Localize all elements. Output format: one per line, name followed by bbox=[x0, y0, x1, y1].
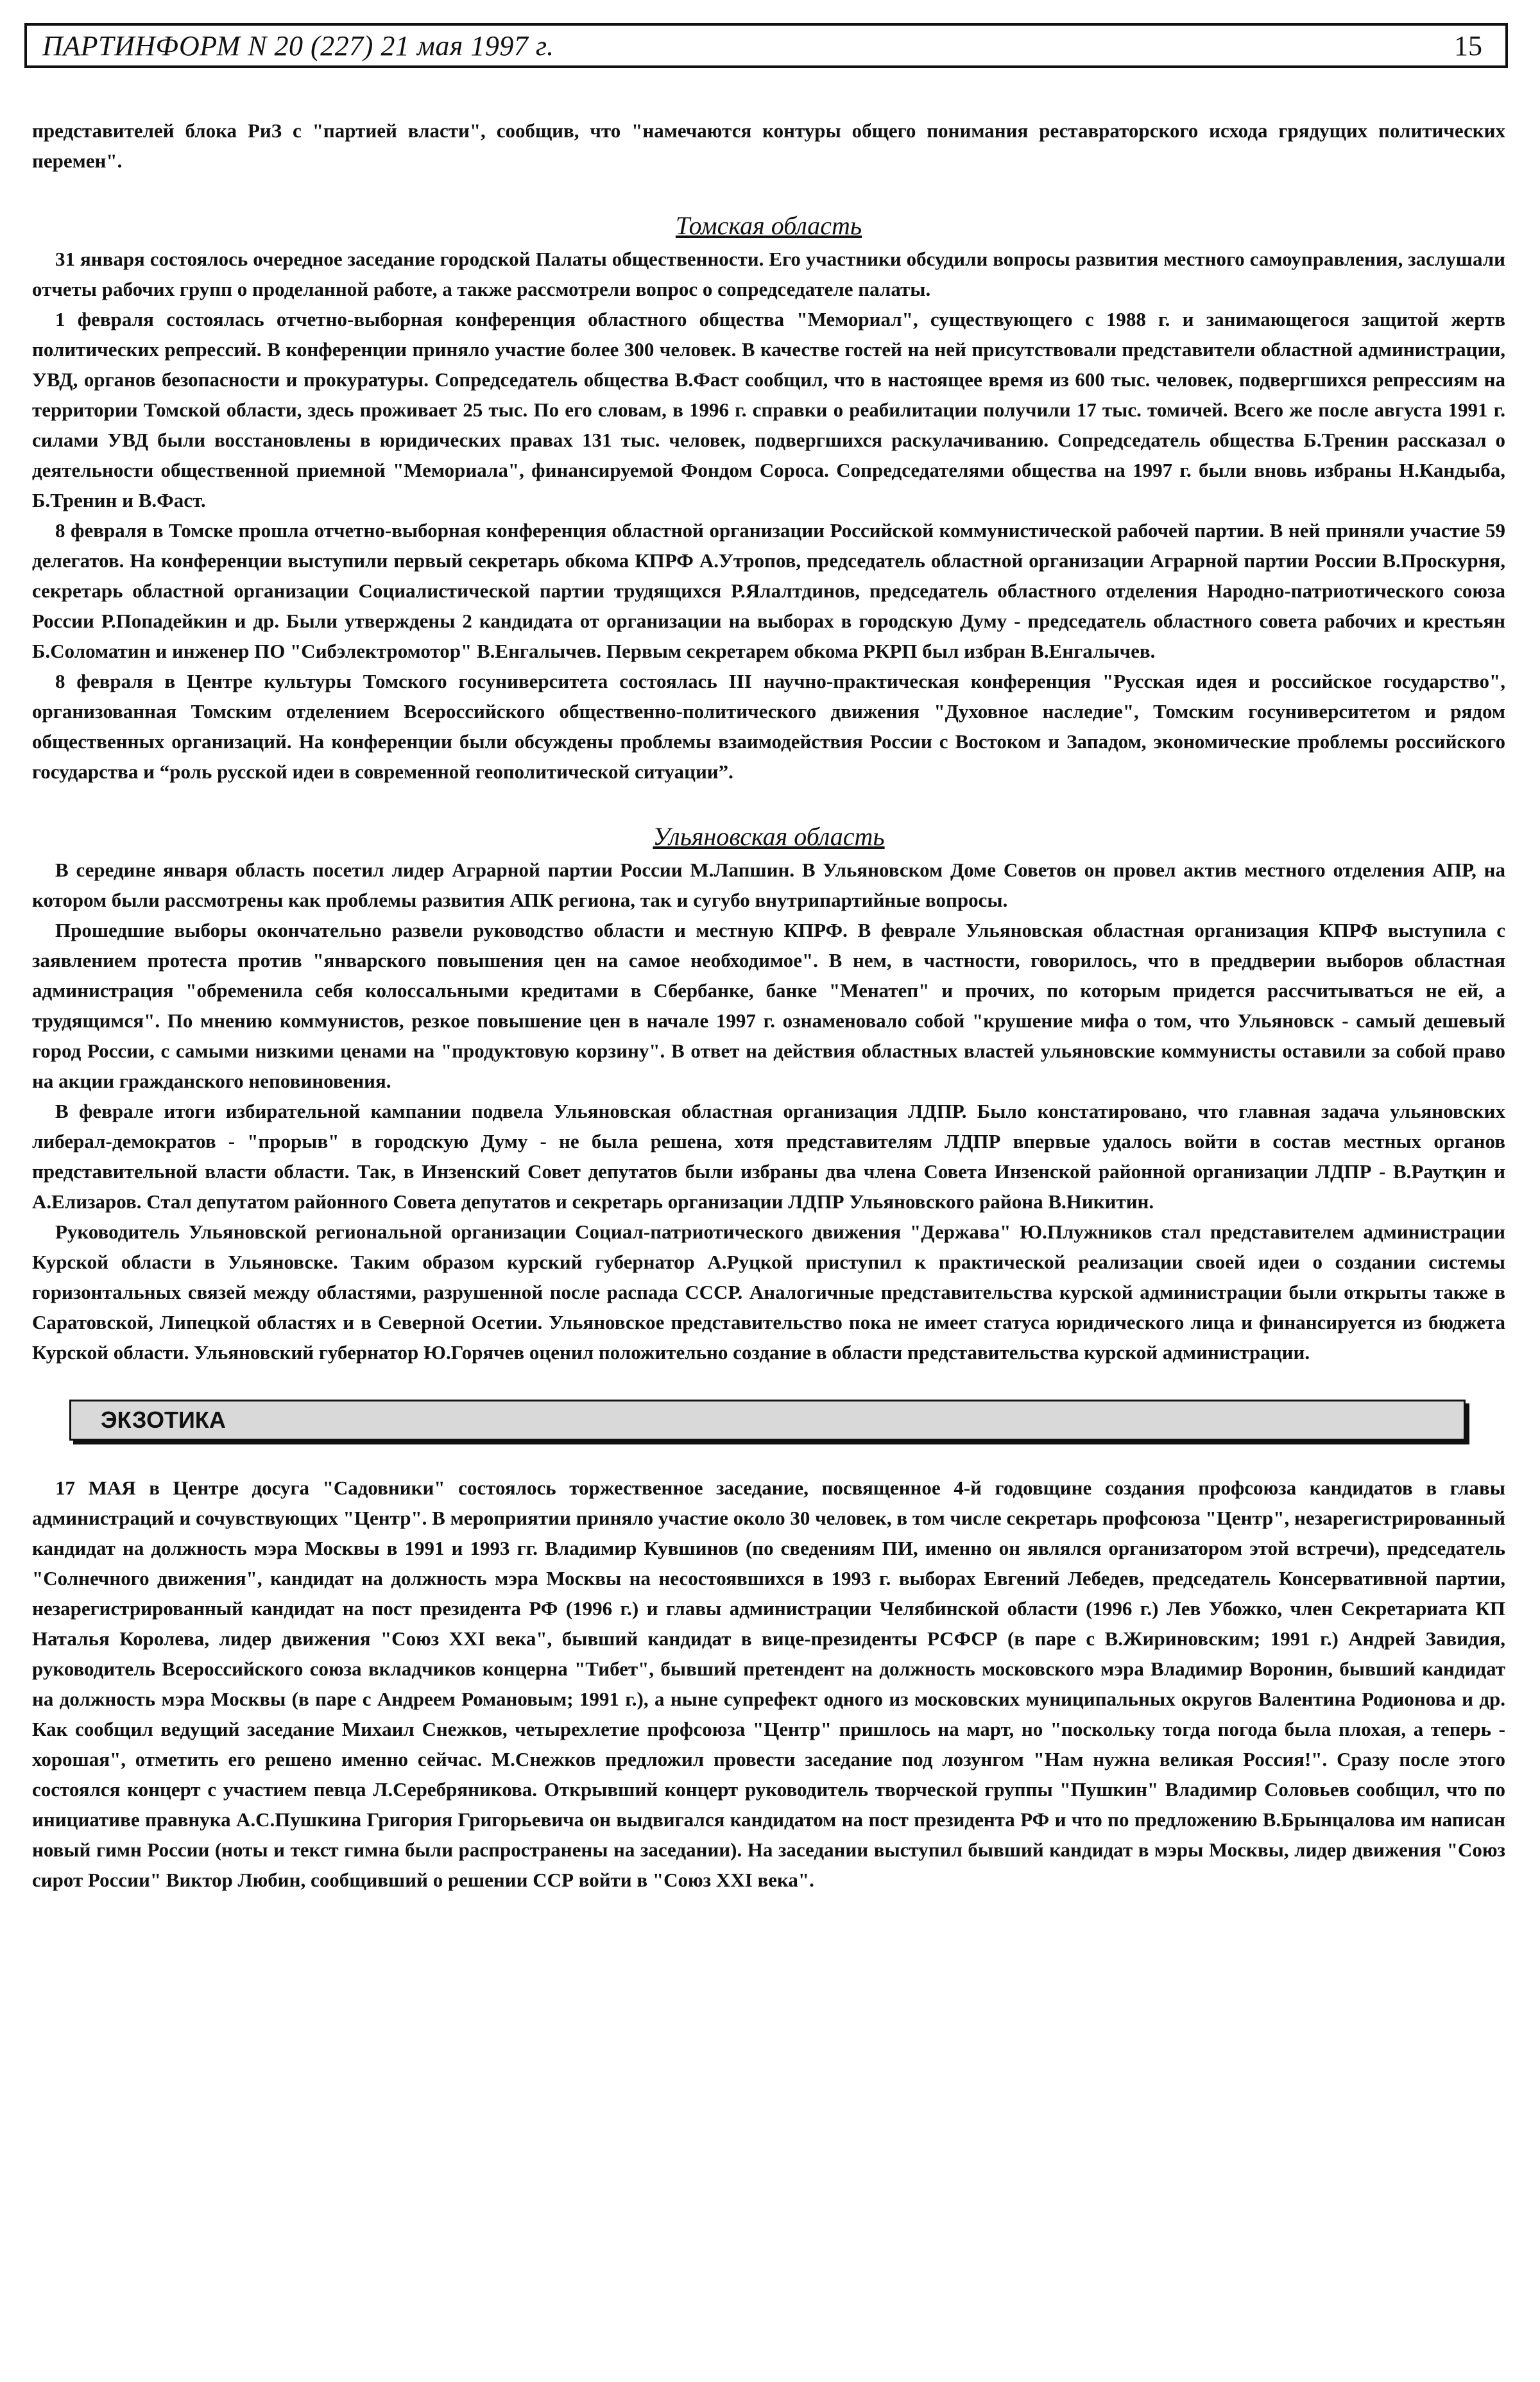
publication-title: ПАРТИНФОРМ N 20 (227) 21 мая 1997 г. bbox=[42, 30, 554, 62]
ulyanovsk-paragraph: В середине января область посетил лидер Аграрной партии России М.Лапшин. В Ульяновском Доме Советов он провел актив местного отделения АПР, на котором были рассмотрены как проблемы развития АПК региона, так и сугубо внутрипартийные вопросы. bbox=[32, 859, 1505, 911]
section-heading-ulyanovsk: Ульяновская область bbox=[653, 822, 885, 851]
tomsk-paragraph: 8 февраля в Томске прошла отчетно-выборная конференция областной организации Российской коммунистической рабочей партии. В ней приняли участие 59 делегатов. На конференции выступили первый секретарь обкома КПРФ А.Утропов, председатель областной организации Аграрной партии России В.Проскурня, секретарь областной организации Социалистической партии трудящихся Р.Ялалтдинов, председатель областного отделения Народно-патриотического союза России Р.Попадейкин и др. Были утверждены 2 кандидата от организации на выборах в городскую Думу - председатель областного совета рабочих и крестьян Б.Соломатин и инженер ПО "Сибэлектромотор" В.Енгалычев. Первым секретарем обкома РКРП был избран В.Енгалычев. bbox=[32, 519, 1505, 662]
ulyanovsk-paragraph: В феврале итоги избирательной кампании подвела Ульяновская областная организация ЛДПР. Было констатировано, что главная задача ульяновских либерал-демократов - "прорыв" в городскую Думу - не была решена, хотя представителям ЛДПР впервые удалось войти в состав местных органов представительной власти области. Так, в Инзенский Совет депутатов были избраны два члена Совета Инзенской районной организации ЛДПР - В.Раутқин и А.Елизаров. Стал депутатом районного Совета депутатов и секретарь организации ЛДПР Ульяновского района В.Никитин. bbox=[32, 1100, 1505, 1213]
exotica-paragraph: 17 МАЯ в Центре досуга "Садовники" состоялось торжественное заседание, посвященное 4-й годовщине создания профсоюза кандидатов в главы администраций и сочувствующих "Центр". В мероприятии приняло участие около 30 человек, в том числе секретарь профсоюза "Центр", незарегистрированный кандидат на должность мэра Москвы в 1991 и 1993 гг. Владимир Кувшинов (по сведениям ПИ, именно он являлся организатором этой встречи), председатель "Солнечного движения", кандидат на должность мэра Москвы на несостоявшихся в 1993 г. выборах Евгений Лебедев, председатель Консервативной партии, незарегистрированный кандидат на пост президента РФ (1996 г.) и главы администрации Челябинской области (1996 г.) Лев Убожко, член Секретариата КП Наталья Королева, лидер движения "Союз XXI века", бывший кандидат в вице-президенты РСФСР (в паре с В.Жириновским; 1991 г.) Андрей Завидия, руководитель Всероссийского союза вкладчиков концерна "Тибет", бывший претендент на должность московского мэра Владимир Воронин, бывший кандидат на должность мэра Москвы (в паре с Андреем Романовым; 1991 г.), а ныне супрефект одного из московских муниципальных округов Валентина Родионова и др. Как сообщил ведущий заседание Михаил Снежков, четырехлетие профсоюза "Центр" пришлось на март, но "поскольку тогда погода была плохая, а теперь - хорошая", отметить его решено именно сейчас. М.Снежков предложил провести заседание под лозунгом "Нам нужна великая Россия!". Сразу после этого состоялся концерт с участием певца Л.Серебряникова. Открывший концерт руководитель творческой группы "Пушкин" Владимир Соловьев сообщил, что по инициативе правнука А.С.Пушкина Григория Григорьевича он выдвигался кандидатом на пост президента РФ и что по предложению В.Брынцалова им написан новый гимн России (ноты и текст гимна были распространены на заседании). На заседании выступил бывший кандидат в мэры Москвы, лидер движения "Союз сирот России" Виктор Любин, сообщивший о решении ССР войти в "Союз XXI века". bbox=[32, 1477, 1505, 1891]
page-number: 15 bbox=[1454, 30, 1482, 62]
page-header bbox=[24, 23, 1508, 68]
section-exotica bbox=[32, 1400, 1505, 1895]
ulyanovsk-paragraph: Руководитель Ульяновской региональной организации Социал-патриотического движения "Держава" Ю.Плужников стал представителем администрации Курской области в Ульяновске. Таким образом курский губернатор А.Руцкой приступил к практической реализации своей идеи о создании системы горизонтальных связей между областями, разрушенной после распада СССР. Аналогичные представительства курской администрации были открыты также в Саратовской, Липецкой областях и в Северной Осетии. Ульяновское представительство пока не имеет статуса юридического лица и финансируется из бюджета Курской области. Ульяновский губернатор Ю.Горячев оценил положительно создание в области представительства курской администрации. bbox=[32, 1221, 1505, 1364]
tomsk-paragraph: 8 февраля в Центре культуры Томского госуниверситета состоялась III научно-практическая конференция "Русская идея и российское государство", организованная Томским отделением Всероссийского общественно-политического движения "Духовное наследие", Томским госуниверситетом и рядом общественных организаций. На конференции были обсуждены проблемы взаимодействия России с Востоком и Западом, экономические проблемы российского государства и “роль русской идеи в современной геополитической ситуации”. bbox=[32, 670, 1505, 783]
section-ulyanovsk bbox=[32, 819, 1505, 1367]
ulyanovsk-paragraph: Прошедшие выборы окончательно развели руководство области и местную КПРФ. В феврале Ульяновская областная организация КПРФ выступила с заявлением протеста против "январского повышения цен на самое необходимое". В нем, в частности, говорилось, что в преддверии выборов областная администрация "обременила себя колоссальными кредитами в Сбербанке, банке "Менатеп" и прочих, по которым придется рассчитываться не ей, а трудящимся". По мнению коммунистов, резкое повышение цен в начале 1997 г. ознаменовало собой "крушение мифа о том, что Ульяновск - самый дешевый город России, с самыми низкими ценами на "продуктовую корзину". В ответ на действия областных властей ульяновские коммунисты оставили за собой право на акции гражданского неповиновения. bbox=[32, 919, 1505, 1092]
intro-paragraph: представителей блока РиЗ с "партией власти", сообщив, что "намечаются контуры общего понимания реставраторского исхода грядущих политических перемен". bbox=[32, 119, 1505, 172]
tomsk-paragraph: 31 января состоялось очередное заседание городской Палаты общественности. Его участники обсудили вопросы развития местного самоуправления, заслушали отчеты рабочих групп о проделанной работе, а также рассмотрели вопрос о сопредседателе палаты. bbox=[32, 248, 1505, 300]
page-body bbox=[32, 116, 1505, 1895]
tomsk-paragraph: 1 февраля состоялась отчетно-выборная конференция областного общества "Мемориал", существующего с 1988 г. и занимающегося защитой жертв политических репрессий. В конференции приняло участие более 300 человек. В качестве гостей на ней присутствовали представители областной администрации, УВД, органов безопасности и прокуратуры. Сопредседатель общества В.Фаст сообщил, что в настоящее время из 600 тыс. человек, подвергшихся репрессиям на территории Томской области, здесь проживает 25 тыс. По его словам, в 1996 г. справки о реабилитации получили 17 тыс. томичей. Всего же после августа 1991 г. силами УВД были восстановлены в юридических правах 131 тыс. человек, подвергшихся раскулачиванию. Сопредседатель общества Б.Тренин рассказал о деятельности общественной приемной "Мемориала", финансируемой Фондом Сороса. Сопредседателями общества на 1997 г. были вновь избраны Н.Кандыба, Б.Тренин и В.Фаст. bbox=[32, 308, 1505, 511]
section-title-bar: ЭКЗОТИКА bbox=[69, 1400, 1466, 1441]
section-tomsk bbox=[32, 208, 1505, 787]
section-heading-tomsk: Томская область bbox=[675, 211, 862, 240]
